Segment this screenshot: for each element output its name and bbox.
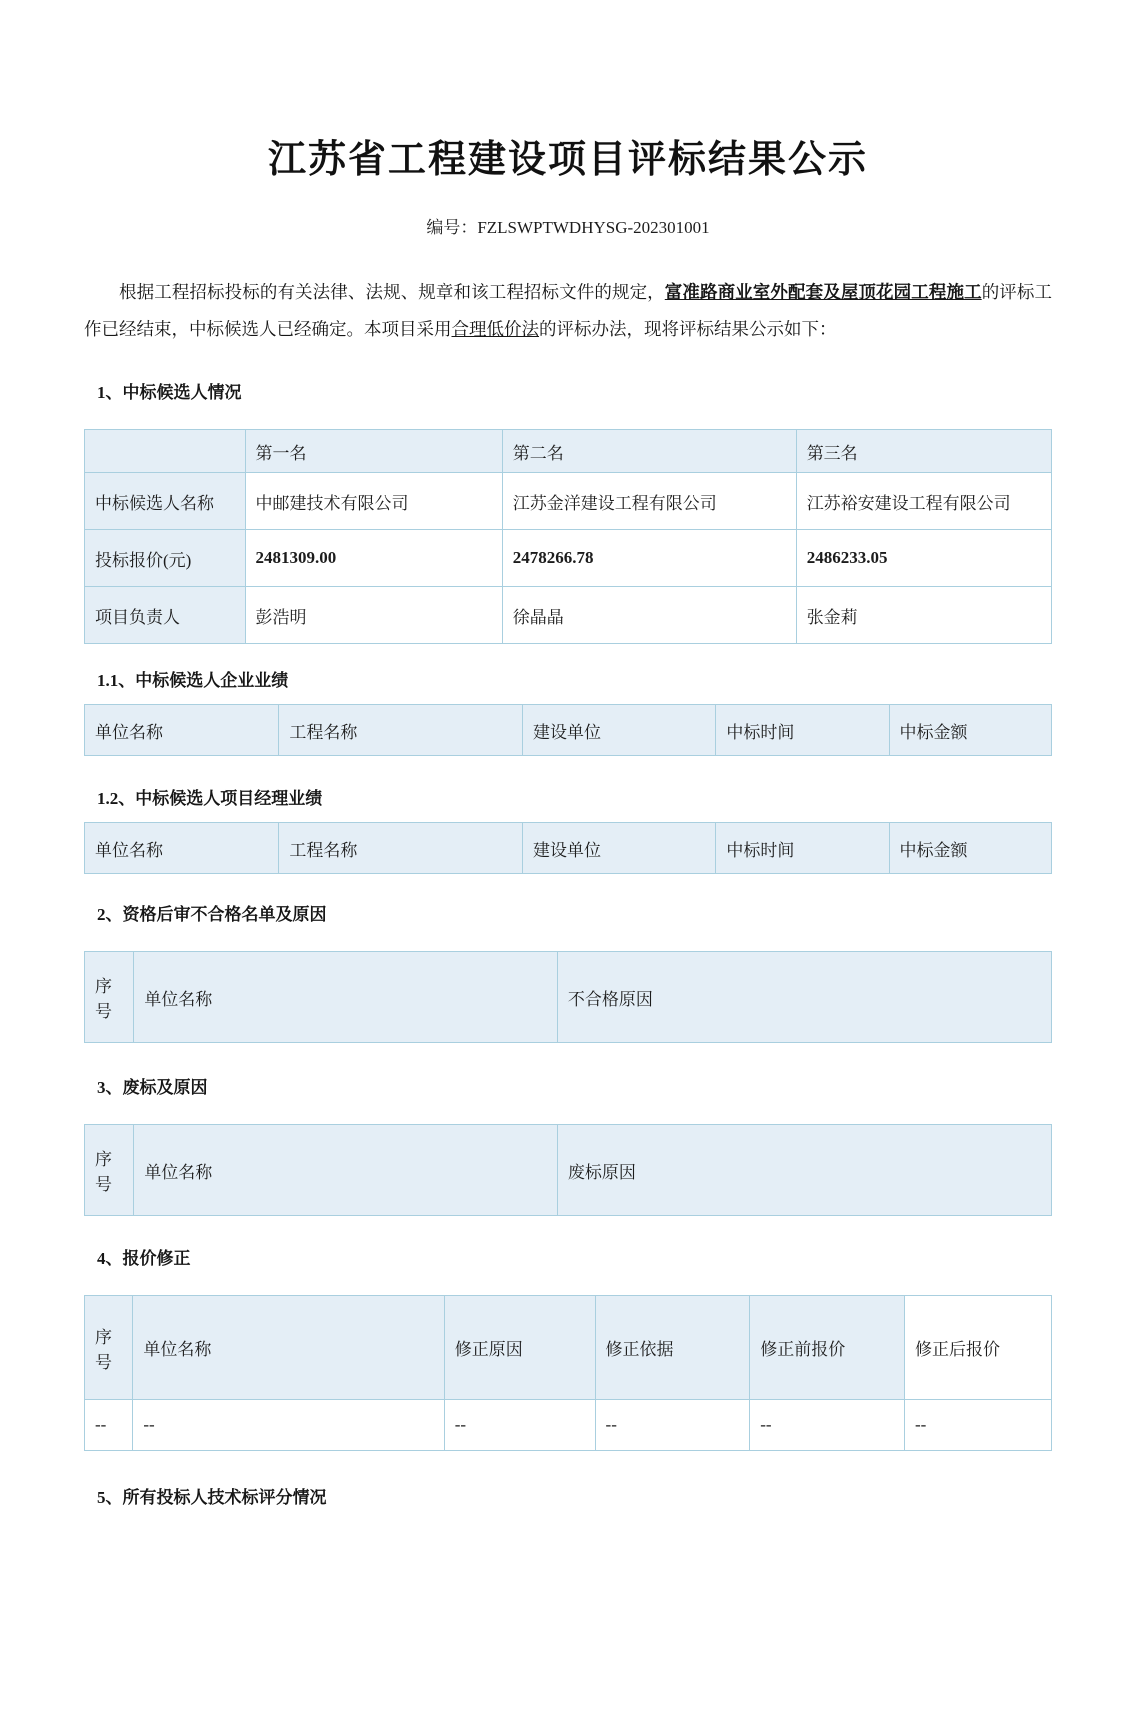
manager-performance-table bbox=[84, 822, 1052, 874]
header-cell-award-amount: 中标金额 bbox=[889, 705, 1052, 756]
header-cell-seq-no: 序号 bbox=[85, 1125, 134, 1216]
header-cell-project-name: 工程名称 bbox=[279, 705, 523, 756]
correction-seq-value: -- bbox=[85, 1400, 133, 1451]
header-cell-seq-no: 序号 bbox=[85, 952, 134, 1043]
rejected-bids-table bbox=[84, 1124, 1052, 1216]
header-cell-unit-name: 单位名称 bbox=[85, 823, 279, 874]
candidate-2-name: 江苏金洋建设工程有限公司 bbox=[502, 473, 796, 530]
header-cell-award-time: 中标时间 bbox=[716, 823, 889, 874]
header-cell-rank-3: 第三名 bbox=[796, 430, 1051, 473]
candidate-3-price: 2486233.05 bbox=[796, 530, 1051, 587]
candidate-3-name: 江苏裕安建设工程有限公司 bbox=[796, 473, 1051, 530]
project-name: 富准路商业室外配套及屋顶花园工程施工 bbox=[664, 282, 982, 302]
table-row bbox=[85, 473, 1052, 530]
candidate-2-price: 2478266.78 bbox=[502, 530, 796, 587]
evaluation-method: 合理低价法 bbox=[451, 319, 539, 340]
header-cell-unit-name: 单位名称 bbox=[134, 1125, 558, 1216]
header-cell-project-name: 工程名称 bbox=[279, 823, 523, 874]
header-cell-seq-no: 序号 bbox=[85, 1296, 133, 1400]
correction-after-value: -- bbox=[904, 1400, 1051, 1451]
correction-before-value: -- bbox=[750, 1400, 905, 1451]
section-2-heading: 2、资格后审不合格名单及原因 bbox=[97, 905, 327, 925]
doc-number: 编号：FZLSWPTWDHYSG-202301001 bbox=[426, 218, 710, 237]
row-label-candidate-name: 中标候选人名称 bbox=[85, 473, 246, 530]
header-cell-unit-name: 单位名称 bbox=[134, 952, 558, 1043]
section-1-heading: 1、中标候选人情况 bbox=[97, 383, 242, 403]
header-cell bbox=[85, 430, 246, 473]
candidate-1-name: 中邮建技术有限公司 bbox=[245, 473, 502, 530]
section-3-heading: 3、废标及原因 bbox=[97, 1078, 208, 1098]
header-cell-unqualified-reason: 不合格原因 bbox=[557, 952, 1051, 1043]
header-cell-award-amount: 中标金额 bbox=[889, 823, 1052, 874]
candidate-2-manager: 徐晶晶 bbox=[502, 587, 796, 644]
unqualified-list-table bbox=[84, 951, 1052, 1043]
header-cell-correction-reason: 修正原因 bbox=[444, 1296, 595, 1400]
table-row bbox=[85, 587, 1052, 644]
header-cell-unit-name: 单位名称 bbox=[133, 1296, 444, 1400]
section-4-heading: 4、报价修正 bbox=[97, 1249, 191, 1269]
announcement-page bbox=[0, 128, 1131, 1508]
section-1-1-heading: 1.1、中标候选人企业业绩 bbox=[97, 671, 289, 691]
correction-basis-value: -- bbox=[595, 1400, 750, 1451]
intro-paragraph bbox=[84, 274, 1052, 348]
header-cell-rank-2: 第二名 bbox=[502, 430, 796, 473]
page-title: 江苏省工程建设项目评标结果公示 bbox=[267, 139, 868, 181]
header-cell-price-before: 修正前报价 bbox=[750, 1296, 905, 1400]
header-cell-rejected-reason: 废标原因 bbox=[557, 1125, 1051, 1216]
header-cell-construction-unit: 建设单位 bbox=[523, 823, 716, 874]
table-row bbox=[85, 1400, 1052, 1451]
correction-reason-value: -- bbox=[444, 1400, 595, 1451]
winning-candidates-table bbox=[84, 429, 1052, 644]
header-cell-rank-1: 第一名 bbox=[245, 430, 502, 473]
header-cell-correction-basis: 修正依据 bbox=[595, 1296, 750, 1400]
section-5-heading: 5、所有投标人技术标评分情况 bbox=[97, 1488, 327, 1508]
header-cell-price-after: 修正后报价 bbox=[904, 1296, 1051, 1400]
table-row bbox=[85, 530, 1052, 587]
header-cell-award-time: 中标时间 bbox=[716, 705, 889, 756]
row-label-bid-price: 投标报价(元) bbox=[85, 530, 246, 587]
header-cell-unit-name: 单位名称 bbox=[85, 705, 279, 756]
intro-text-3: 的评标办法，现将评标结果公示如下： bbox=[539, 319, 837, 340]
row-label-project-manager: 项目负责人 bbox=[85, 587, 246, 644]
company-performance-table bbox=[84, 704, 1052, 756]
header-cell-construction-unit: 建设单位 bbox=[523, 705, 716, 756]
price-correction-table bbox=[84, 1295, 1052, 1451]
correction-unit-value: -- bbox=[133, 1400, 444, 1451]
intro-text-2: 的评标工作已经结束，中标候选人已经确定。本项目采用 bbox=[84, 282, 1053, 340]
candidate-1-manager: 彭浩明 bbox=[245, 587, 502, 644]
candidate-3-manager: 张金莉 bbox=[796, 587, 1051, 644]
candidate-1-price: 2481309.00 bbox=[245, 530, 502, 587]
intro-text-1: 根据工程招标投标的有关法律、法规、规章和该工程招标文件的规定， bbox=[119, 282, 665, 302]
section-1-2-heading: 1.2、中标候选人项目经理业绩 bbox=[97, 789, 323, 809]
